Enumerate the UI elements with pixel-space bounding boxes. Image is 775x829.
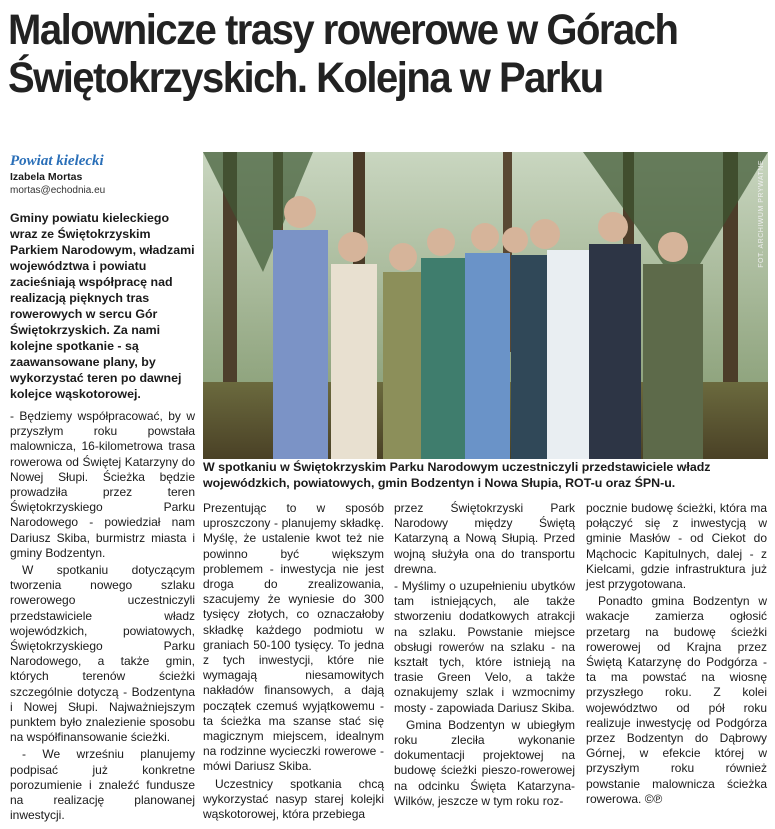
photo-credit: FOT. ARCHIWUM PRYWATNE [758, 160, 765, 268]
column-3-paragraph: przez Świętokrzyski Park Narodowy między Świętą Katarzyną a Nową Słupią. Przed wojną służyła ona do transportu drewna. [394, 501, 575, 576]
column-2-paragraph: Prezentując to w sposób uproszczony - planujemy składkę. Myślę, że ustalenie kwot też nie powinno być większym problemem - inwestycja nie jest droga do zrealizowania, szacujemy że wyniesie do 300 tysięcy złotych, co oznaczałoby składkę każdego podmiotu w graniach 50-100 tysięcy. To jedna z tych inwestycji, które nie wymagają niesamowitych nakładów finansowych, a dają początek czemuś wyjątkowemu - ta ścieżka ma szanse stać się magicznym miejscem, idealnym na rodzinne wycieczki rowerowe - mówi Dariusz Skiba. [203, 501, 384, 774]
column-4-paragraph: pocznie budowę ścieżki, która ma połączyć się z inwestycją w gminie Masłów - od Ciekot do Mąchocic Kapitulnych, dalej - z Kielcami, gdzie infrastruktura już jest przygotowana. [586, 501, 767, 592]
column-3-paragraph: Gmina Bodzentyn w ubiegłym roku zleciła wykonanie dokumentacji projektowej na budowę ścieżki pieszo-rowerowej na odcinku Święta Katarzyna-Wilków, jeszcze w tym roku roz- [394, 717, 575, 808]
byline [10, 152, 200, 197]
column-3 [394, 501, 575, 811]
photo-caption: W spotkaniu w Świętokrzyskim Parku Narodowym uczestniczyli przedstawiciele władz wojewódzkich, powiatowych, gmin Bodzentyn i Nowa Słupia, ROT-u oraz ŚPN-u. [203, 460, 711, 490]
headline-line-2: Świętokrzyskich. Kolejna w Parku [8, 54, 603, 102]
column-1-paragraph: - Będziemy współpracować, by w przyszłym roku powstała malownicza, 16-kilometrowa trasa rowerowa od Świętej Katarzyny do Nowej Słupi. Ścieżka będzie prowadziła przez teren Świętokrzyskiego Parku Narodowego - powiedział nam Dariusz Skiba, burmistrz miasta i gminy Bodzentyn. [10, 409, 195, 560]
column-4 [586, 501, 767, 809]
article-photo [203, 152, 768, 459]
forest-group-photo-illustration [203, 152, 768, 459]
headline-line-1: Malownicze trasy rowerowe w Górach [8, 6, 678, 54]
column-1-paragraph: - We wrześniu planujemy podpisać już konkretne porozumienie i znaleźć fundusze na realizację planowanej inwestycji. [10, 747, 195, 823]
column-3-paragraph: - Myślimy o uzupełnieniu ubytków tam istniejących, ale także stworzeniu dodatkowych atrakcji na szlaku. Powstanie miejsce obsługi rowerów na szlaku - na kształt tych, które istnieją na trasie Green Velo, a także oznakujemy szlak i wzmocnimy mosty - zapowiada Dariusz Skiba. [394, 579, 575, 715]
column-4-paragraph: Ponadto gmina Bodzentyn w wakacje zamierza ogłosić przetarg na budowę ścieżki rowerowej od Krajna przez Świętą Katarzynę do Podgórza - ta ma powstać na wiosnę przyszłego roku. Z kolei województwo od pół roku realizuje inwestycję od Podgórza przez Bodzentyn do Dąbrowy Górnej, w efekcie której w przyszłym roku również powstanie malownicza ścieżka rowerowa. ©℗ [586, 594, 767, 806]
author-name: Izabela Mortas [10, 171, 83, 183]
column-1 [10, 409, 195, 825]
region-label: Powiat kielecki [10, 153, 104, 169]
headline [8, 6, 715, 102]
author-email[interactable]: mortas@echodnia.eu [10, 185, 106, 196]
lead-paragraph: Gminy powiatu kieleckiego wraz ze Świętokrzyskim Parkiem Narodowym, władzami województwa i powiatu zacieśniają współpracę nad realizacją pięknych tras rowerowych w sercu Gór Świętokrzyskich. Za nami kolejne spotkanie - są zaawansowane plany, by wykorzystać teren po dawnej kolejce wąskotorowej. [10, 211, 195, 401]
column-2 [203, 501, 384, 824]
column-1-paragraph: W spotkaniu dotyczącym tworzenia nowego szlaku rowerowego uczestniczyli przedstawiciele władz wojewódzkich, powiatowych, Świętokrzyskiego Parku Narodowego, a także gmin, których terenów ścieżki szczególnie dotyczą - Bodzentyna i Nowej Słupi. Najważniejszym punktem było znalezienie sposobu na współfinansowanie ścieżki. [10, 563, 195, 745]
column-2-paragraph: Uczestnicy spotkania chcą wykorzystać nasyp starej kolejki wąskotorowej, która przebiega [203, 776, 384, 822]
